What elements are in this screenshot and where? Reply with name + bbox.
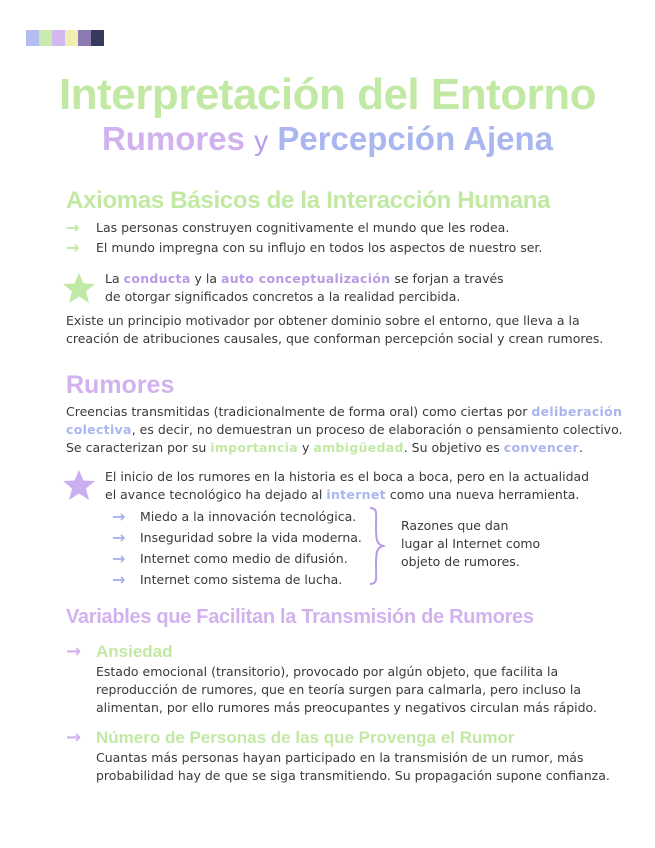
list-item [112, 506, 362, 527]
reasons-list [112, 506, 362, 590]
reason-text: Miedo a la innovación tecnológica. [140, 509, 357, 524]
color-palette [26, 30, 104, 46]
page-subtitle [0, 120, 655, 158]
rumores-paragraph [66, 403, 626, 457]
variable-item-ansiedad [66, 641, 626, 717]
subtitle-connector: y [254, 125, 269, 156]
arrow-right-icon: → [112, 507, 126, 526]
page-title: Interpretación del Entorno [58, 70, 597, 119]
arrow-right-icon: → [112, 549, 126, 568]
note-text-line2: de otorgar significados concretos a la realidad percibida. [105, 289, 461, 304]
list-item [66, 218, 542, 238]
list-item [112, 548, 362, 569]
paragraph-text: . Su objetivo es [403, 440, 504, 455]
swatch-6 [91, 30, 104, 46]
highlight-convencer: convencer [503, 440, 579, 455]
highlight-auto-conceptualizacion: auto conceptualización [221, 271, 391, 286]
highlight-internet: internet [326, 487, 386, 502]
subtitle-part1: Rumores [101, 120, 245, 157]
brace-note [401, 517, 561, 571]
section-heading-rumores: Rumores [66, 371, 175, 399]
list-item [66, 238, 542, 258]
paragraph-line: Existe un principio motivador por obtener dominio sobre el entorno, que lleva a la [66, 313, 580, 328]
variable-line: Estado emocional (transitorio), provocado por algún objeto, que facilita la [96, 664, 559, 679]
curly-brace-icon [366, 506, 386, 586]
reason-text: Internet como sistema de lucha. [140, 572, 343, 587]
brace-note-line: lugar al Internet como [401, 536, 541, 551]
paragraph-line: creación de atribuciones causales, que conforman percepción social y crean rumores. [66, 331, 604, 346]
swatch-3 [52, 30, 65, 46]
rumores-star-note [105, 468, 605, 504]
star-icon [62, 469, 96, 501]
highlight-deliberacion: deliberación [531, 404, 623, 419]
section-heading-variables: Variables que Facilitan la Transmisión de Rumores [66, 606, 534, 628]
list-item [112, 527, 362, 548]
reason-text: Internet como medio de difusión. [140, 551, 348, 566]
section-heading-axiomas: Axiomas Básicos de la Interacción Humana [66, 187, 551, 214]
reason-text: Inseguridad sobre la vida moderna. [140, 530, 362, 545]
swatch-5 [78, 30, 91, 46]
arrow-right-icon: → [112, 570, 126, 589]
highlight-conducta: conducta [123, 271, 191, 286]
variable-line: alimentan, por ello rumores más preocupantes y negativos circulan más rápido. [96, 700, 597, 715]
variable-title: Número de Personas de las que Provenga el Rumor [96, 728, 515, 747]
arrow-right-icon: → [112, 528, 126, 547]
axiomas-paragraph [66, 312, 626, 348]
variable-line: probabilidad hay de que se siga transmitiendo. Su propagación supone confianza. [96, 768, 610, 783]
star-icon [62, 272, 96, 304]
paragraph-text: . [578, 440, 583, 455]
note-text: La [105, 271, 124, 286]
note-text: como una nueva herramienta. [385, 487, 580, 502]
note-text: el avance tecnológico ha dejado al [105, 487, 327, 502]
arrow-right-icon: → [66, 727, 82, 748]
paragraph-text: , es decir, no demuestran un proceso de elaboración o pensamiento colectivo. [131, 422, 623, 437]
paragraph-text: Se caracterizan por su [66, 440, 211, 455]
variable-line: reproducción de rumores, que en teoría surgen para calmarla, pero incluso la [96, 682, 582, 697]
subtitle-part2: Percepción Ajena [277, 120, 554, 157]
arrow-right-icon: → [66, 238, 80, 257]
paragraph-text: y [297, 440, 314, 455]
variable-line: Cuantas más personas hayan participado en la transmisión de un rumor, más [96, 750, 584, 765]
brace-note-line: Razones que dan [401, 518, 509, 533]
axiomas-bullet-list [66, 218, 542, 258]
highlight-importancia: importancia [210, 440, 298, 455]
swatch-4 [65, 30, 78, 46]
swatch-1 [26, 30, 39, 46]
variable-item-numero-personas [66, 727, 636, 785]
arrow-right-icon: → [66, 218, 80, 237]
list-item [112, 569, 362, 590]
highlight-ambiguedad: ambigüedad [313, 440, 404, 455]
note-text: se forjan a través [390, 271, 504, 286]
note-text: y la [190, 271, 222, 286]
axiomas-star-note [105, 270, 575, 306]
note-text-line1: El inicio de los rumores en la historia es el boca a boca, pero en la actualidad [105, 469, 590, 484]
bullet-text: Las personas construyen cognitivamente el mundo que les rodea. [96, 220, 510, 235]
brace-note-line: objeto de rumores. [401, 554, 520, 569]
highlight-colectiva: colectiva [66, 422, 132, 437]
variable-title: Ansiedad [96, 642, 173, 661]
swatch-2 [39, 30, 52, 46]
bullet-text: El mundo impregna con su influjo en todos los aspectos de nuestro ser. [96, 240, 543, 255]
paragraph-text: Creencias transmitidas (tradicionalmente de forma oral) como ciertas por [66, 404, 532, 419]
arrow-right-icon: → [66, 641, 82, 662]
